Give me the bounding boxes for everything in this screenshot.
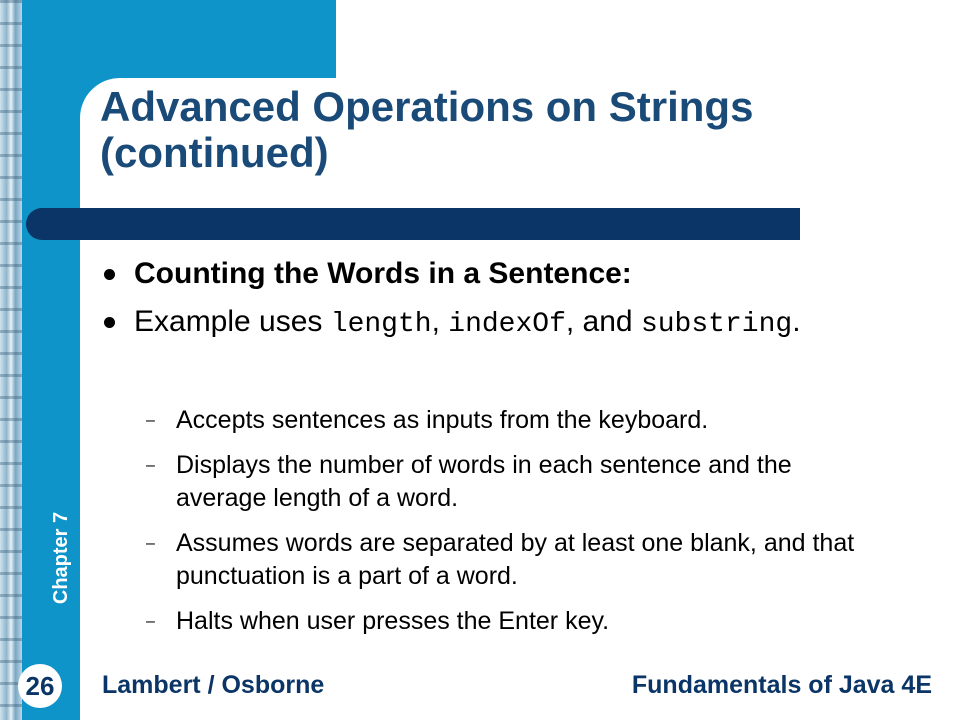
building-image-strip <box>0 0 22 720</box>
sub-bullet-item <box>146 605 866 638</box>
bullet-text-part: , and <box>565 305 641 338</box>
sub-bullet-item <box>146 527 866 593</box>
chapter-label-text: Chapter 7 <box>50 511 72 605</box>
sub-bullet-text: Assumes words are separated by at least one blank, and that punctuation is a part of a word. <box>176 529 855 590</box>
slide-title <box>100 84 900 176</box>
sub-bullet-item <box>146 449 866 515</box>
footer-authors: Lambert / Osborne <box>102 671 325 699</box>
footer-book-title: Fundamentals of Java 4E <box>631 671 932 699</box>
sub-bullet-text: Halts when user presses the Enter key. <box>176 607 610 635</box>
slide-title-line1: Advanced Operations on Strings <box>100 83 754 130</box>
bullet-list <box>100 256 860 355</box>
slide-title-line2: (continued) <box>100 129 329 176</box>
dash-icon: – <box>146 457 155 474</box>
bullet-item-counting-words <box>100 256 860 292</box>
bullet-text-part: , <box>431 305 449 338</box>
code-length: length <box>330 309 432 340</box>
bullet-item-example-uses <box>100 304 860 343</box>
bullet-dot-icon <box>104 269 115 280</box>
title-underline-bar <box>26 208 800 240</box>
sub-bullet-text: Displays the number of words in each sentence and the average length of a word. <box>176 451 792 512</box>
bullet-text: Counting the Words in a Sentence: <box>134 257 632 290</box>
sub-bullet-text: Accepts sentences as inputs from the keyboard. <box>176 406 709 434</box>
code-indexof: indexOf <box>448 309 566 340</box>
sub-bullet-list <box>146 404 866 650</box>
sub-bullet-item <box>146 404 866 437</box>
code-substring: substring <box>640 309 793 340</box>
dash-icon: – <box>146 613 155 630</box>
dash-icon: – <box>146 412 155 429</box>
bullet-text-part: Example uses <box>134 305 331 338</box>
dash-icon: – <box>146 535 155 552</box>
bullet-text-part: . <box>792 305 801 338</box>
page-number-badge: 26 <box>18 664 62 708</box>
bullet-dot-icon <box>104 317 115 328</box>
